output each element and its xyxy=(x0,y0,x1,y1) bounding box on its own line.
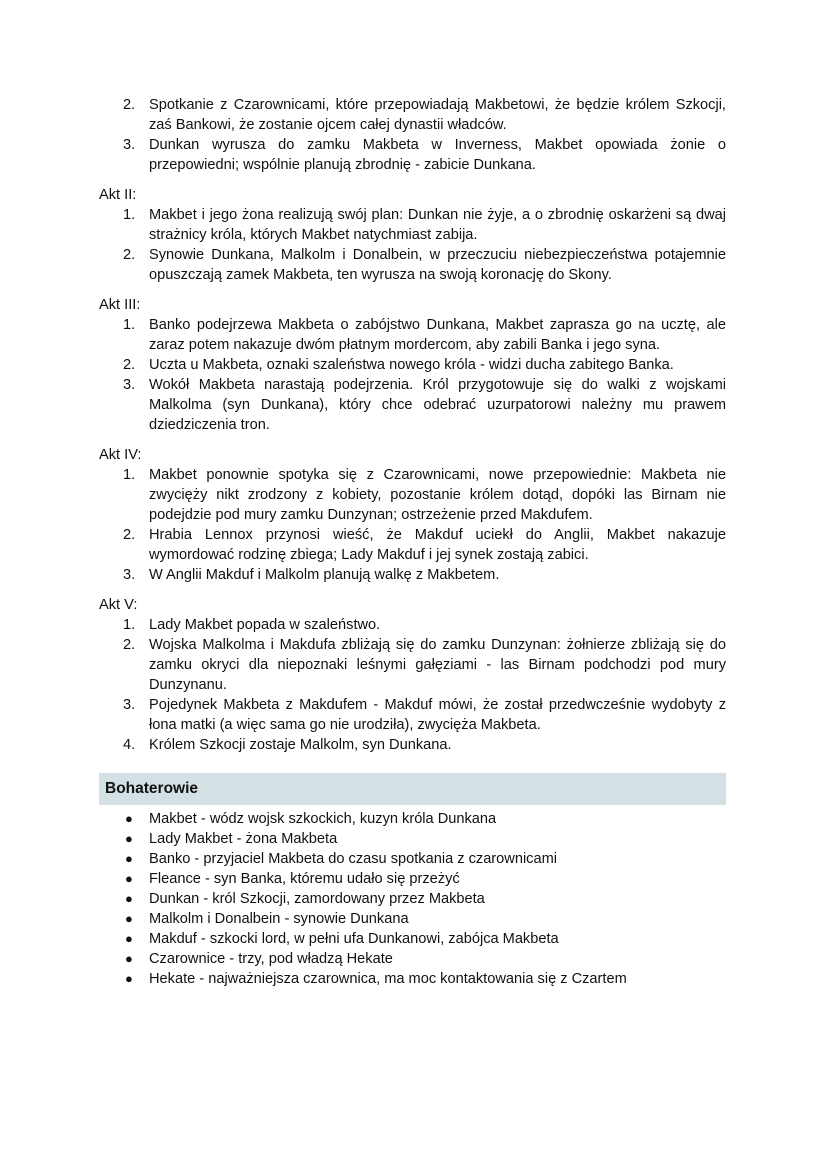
list-item xyxy=(99,355,726,375)
list-item xyxy=(99,929,726,949)
item-text: Spotkanie z Czarownicami, które przepowiadają Makbetowi, że będzie królem Szkocji, zaś Bankowi, że zostanie ojcem całej dynastii władców. xyxy=(149,97,726,133)
item-text: Makbet - wódz wojsk szkockich, kuzyn króla Dunkana xyxy=(149,811,497,827)
list-item xyxy=(99,245,726,285)
list-item xyxy=(99,949,726,969)
item-text: Malkolm i Donalbein - synowie Dunkana xyxy=(149,911,409,927)
item-number: 1. xyxy=(123,467,136,483)
list-item xyxy=(99,635,726,695)
item-number: 2. xyxy=(123,97,136,113)
act-iii xyxy=(99,295,726,435)
list-item xyxy=(99,135,726,175)
item-text: Makbet i jego żona realizują swój plan: Dunkan nie żyje, a o zbrodnię oskarżeni są dwaj strażnicy króla, których Makbet natychmiast zabija. xyxy=(149,207,726,243)
act-iv xyxy=(99,445,726,585)
list-item xyxy=(99,565,726,585)
bullet-icon: ● xyxy=(125,951,133,966)
list-item xyxy=(99,849,726,869)
item-text: Uczta u Makbeta, oznaki szaleństwa nowego króla - widzi ducha zabitego Banka. xyxy=(149,357,674,373)
list-item xyxy=(99,829,726,849)
list-item xyxy=(99,375,726,435)
item-number: 4. xyxy=(123,737,136,753)
bullet-icon: ● xyxy=(125,871,133,886)
item-number: 1. xyxy=(123,207,136,223)
item-text: Makduf - szkocki lord, w pełni ufa Dunkanowi, zabójca Makbeta xyxy=(149,931,559,947)
list-item xyxy=(99,615,726,635)
item-text: Makbet ponownie spotyka się z Czarownicami, nowe przepowiednie: Makbeta nie zwycięży nikt zrodzony z kobiety, pozostanie królem dotąd, dopóki las Birnam nie podejdzie pod mury zamku Dunzynan; ostrzeżenie przed Makdufem. xyxy=(149,467,726,523)
item-text: Lady Makbet popada w szaleństwo. xyxy=(149,617,381,633)
characters-heading-bar xyxy=(99,773,726,805)
item-number: 2. xyxy=(123,357,136,373)
act-title: Akt III: xyxy=(99,297,141,313)
item-number: 3. xyxy=(123,567,136,583)
bullet-icon: ● xyxy=(125,831,133,846)
list-item xyxy=(99,95,726,135)
bullet-icon: ● xyxy=(125,911,133,926)
act-title: Akt V: xyxy=(99,597,138,613)
item-text: Wojska Malkolma i Makdufa zbliżają się do zamku Dunzynan: żołnierze zbliżają się do zamku okryci dla niepoznaki leśnymi gałęziami - las Birnam podchodzi pod mury Dunzynanu. xyxy=(149,637,726,693)
item-number: 1. xyxy=(123,617,136,633)
list-item xyxy=(99,465,726,525)
item-text: Lady Makbet - żona Makbeta xyxy=(149,831,338,847)
document-content xyxy=(99,95,726,989)
item-text: Hrabia Lennox przynosi wieść, że Makduf uciekł do Anglii, Makbet nakazuje wymordować rodzinę zbiega; Lady Makduf i jej synek zostają zabici. xyxy=(149,527,726,563)
list-item xyxy=(99,889,726,909)
item-text: Dunkan wyrusza do zamku Makbeta w Inverness, Makbet opowiada żonie o przepowiedni; wspólnie planują zbrodnię - zabicie Dunkana. xyxy=(149,137,726,173)
act-list xyxy=(99,315,726,435)
item-text: Fleance - syn Banka, któremu udało się przeżyć xyxy=(149,871,460,887)
item-text: Królem Szkocji zostaje Malkolm, syn Dunkana. xyxy=(149,737,452,753)
act-list xyxy=(99,615,726,755)
item-number: 1. xyxy=(123,317,136,333)
item-number: 2. xyxy=(123,527,136,543)
act-list xyxy=(99,205,726,285)
bullet-icon: ● xyxy=(125,891,133,906)
list-item xyxy=(99,315,726,355)
characters-list xyxy=(99,809,726,989)
item-text: Hekate - najważniejsza czarownica, ma moc kontaktowania się z Czartem xyxy=(149,971,627,987)
item-text: Czarownice - trzy, pod władzą Hekate xyxy=(149,951,393,967)
act-i-continuation xyxy=(99,95,726,175)
bullet-icon: ● xyxy=(125,931,133,946)
list-item xyxy=(99,909,726,929)
list-item xyxy=(99,205,726,245)
act-title: Akt II: xyxy=(99,187,137,203)
list-item xyxy=(99,735,726,755)
act-title: Akt IV: xyxy=(99,447,142,463)
bullet-icon: ● xyxy=(125,851,133,866)
act-ii xyxy=(99,185,726,285)
item-text: Banko - przyjaciel Makbeta do czasu spotkania z czarownicami xyxy=(149,851,557,867)
item-text: Wokół Makbeta narastają podejrzenia. Król przygotowuje się do walki z wojskami Malkolma (syn Dunkana), który chce odebrać uzurpatorowi należny mu prawem dziedziczenia tron. xyxy=(149,377,726,433)
list-item xyxy=(99,809,726,829)
list-item xyxy=(99,969,726,989)
list-item xyxy=(99,695,726,735)
item-text: W Anglii Makduf i Malkolm planują walkę z Makbetem. xyxy=(149,567,500,583)
section-heading: Bohaterowie xyxy=(105,780,199,797)
list-item xyxy=(99,525,726,565)
item-number: 2. xyxy=(123,247,136,263)
bullet-icon: ● xyxy=(125,971,133,986)
item-number: 2. xyxy=(123,637,136,653)
item-text: Synowie Dunkana, Malkolm i Donalbein, w przeczuciu niebezpieczeństwa potajemnie opuszczają zamek Makbeta, ten wyrusza na swoją koronację do Skony. xyxy=(149,247,726,283)
item-text: Pojedynek Makbeta z Makdufem - Makduf mówi, że został przedwcześnie wydobyty z łona matki (a więc sama go nie urodziła), zwycięża Makbeta. xyxy=(149,697,726,733)
item-number: 3. xyxy=(123,377,136,393)
item-text: Banko podejrzewa Makbeta o zabójstwo Dunkana, Makbet zaprasza go na ucztę, ale zaraz potem nakazuje dwóm płatnym mordercom, aby zabili Banka i jego syna. xyxy=(149,317,726,353)
item-text: Dunkan - król Szkocji, zamordowany przez Makbeta xyxy=(149,891,485,907)
item-number: 3. xyxy=(123,137,136,153)
item-number: 3. xyxy=(123,697,136,713)
act-list xyxy=(99,465,726,585)
act-i-list xyxy=(99,95,726,175)
bullet-icon: ● xyxy=(125,811,133,826)
act-v xyxy=(99,595,726,755)
list-item xyxy=(99,869,726,889)
